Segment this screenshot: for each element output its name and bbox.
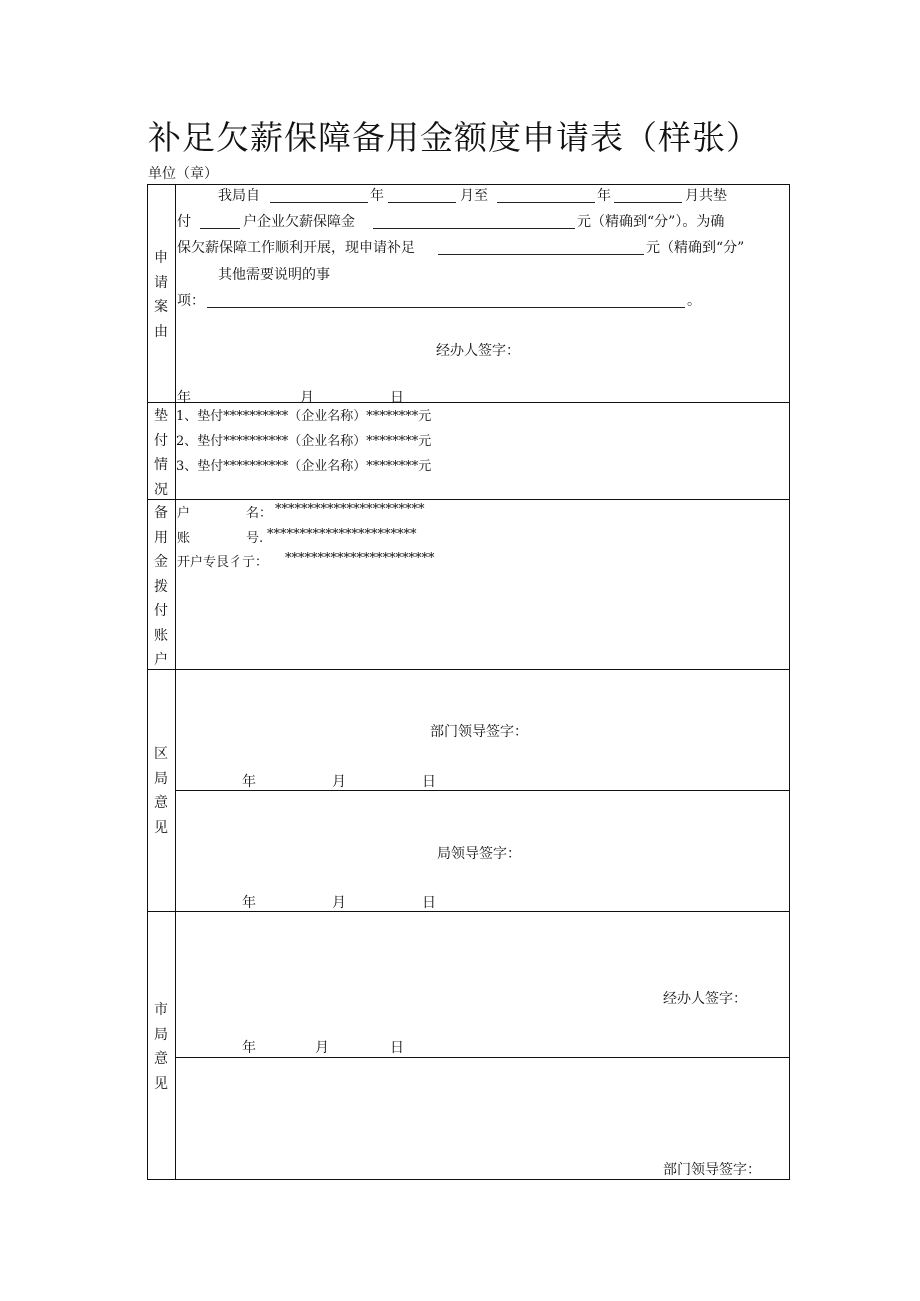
city-date-year: 年 [242,1040,256,1056]
city-section-label: 市局意见 [154,1002,168,1092]
district-dept-date-month: 月 [332,774,346,790]
unit-seal-label: 单位（章） [148,166,218,182]
row-divider [175,790,790,791]
reason-line1-e: 月共垫 [685,188,727,204]
account-section-label: 备用金拨付账户 [154,505,168,668]
district-dept-sign: 部门领导签字： [430,724,528,740]
account-bank-value: *********************** [285,551,435,566]
account-name-label-b: 名： [246,506,273,521]
other-matters-blank[interactable] [207,307,685,308]
city-date-month: 月 [315,1040,329,1056]
district-section-label: 区局意见 [154,746,168,836]
district-bureau-date-month: 月 [332,895,346,911]
account-no-value: *********************** [267,527,417,542]
advance-item-3: 3、垫付**********（企业名称）********元 [176,459,432,474]
reason-date-month: 月 [300,390,314,406]
account-name-value: *********************** [275,502,425,517]
reason-section-label: 申请案由 [154,250,168,340]
advance-amount-blank[interactable] [373,228,575,229]
reason-line1-a: 我局自 [218,188,260,204]
district-dept-date-year: 年 [242,774,256,790]
start-month-blank[interactable] [388,202,456,203]
reason-line1-b: 年 [370,188,384,204]
account-name-label-a: 户 [177,506,191,521]
reason-handler-sign: 经办人签字： [436,343,520,359]
city-dept-sign: 部门领导签字： [663,1162,761,1178]
district-bureau-sign: 局领导签字： [437,846,521,862]
reason-line1-c: 月至 [460,188,488,204]
reason-date-day: 日 [390,390,404,406]
advance-item-1: 1、垫付**********（企业名称）********元 [176,409,432,424]
row-divider [147,402,790,403]
enterprise-count-blank[interactable] [200,228,240,229]
district-dept-date-day: 日 [422,774,436,790]
reason-line3-b: 元（精确到“分” [646,240,745,256]
city-date-day: 日 [390,1040,404,1056]
city-handler-sign: 经办人签字： [663,991,747,1007]
district-bureau-date-day: 日 [422,895,436,911]
reason-line4: 其他需要说明的事 [218,267,330,283]
account-no-label-b: 号. [246,531,264,546]
account-no-label-a: 账 [177,531,191,546]
table-border-right [789,184,790,1180]
start-year-blank[interactable] [270,202,368,203]
page-title: 补足欠薪保障备用金额度申请表（样张） [148,118,760,157]
reason-date-year: 年 [177,390,191,406]
advance-section-label: 垫付情况 [154,408,168,498]
label-column-divider [175,184,176,1180]
row-divider [175,1057,790,1058]
reason-line2-a: 付 [177,214,191,230]
reason-line2-b: 户企业欠薪保障金 [243,214,355,230]
end-year-blank[interactable] [497,202,595,203]
table-border-bottom [147,1179,790,1180]
reason-line5-a: 项： [177,293,205,309]
reason-line5-b: 。 [687,293,701,309]
row-divider [147,669,790,670]
row-divider [147,499,790,500]
reason-line3-a: 保欠薪保障工作顺利开展，现申请补足 [177,240,415,256]
reason-line2-c: 元（精确到“分”）。为确 [577,214,725,230]
advance-item-2: 2、垫付**********（企业名称）********元 [176,434,432,449]
end-month-blank[interactable] [614,202,682,203]
replenish-amount-blank[interactable] [438,254,644,255]
account-bank-label: 开户专艮彳亍： [177,555,269,570]
reason-line1-d: 年 [597,188,611,204]
district-bureau-date-year: 年 [242,895,256,911]
